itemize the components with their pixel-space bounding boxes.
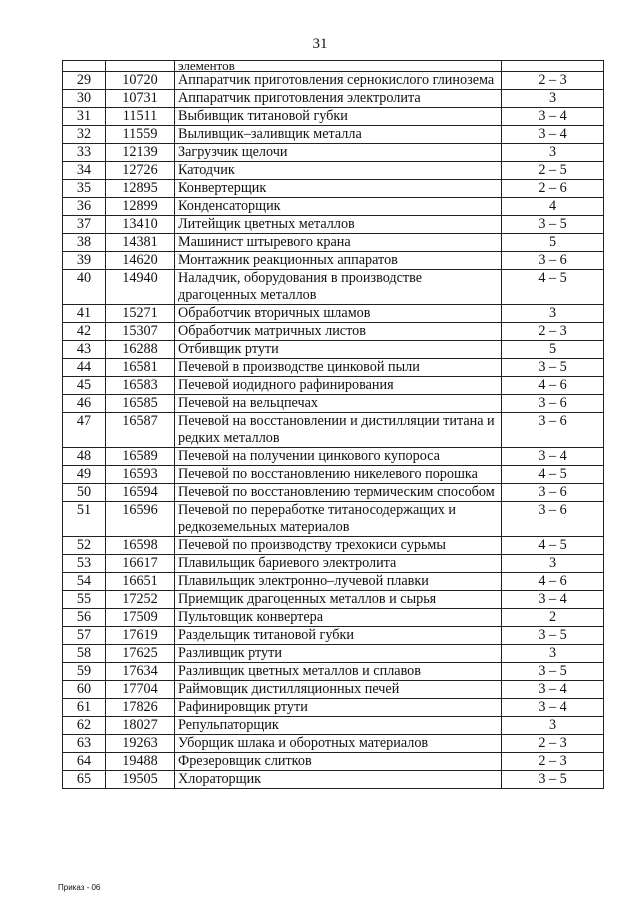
table-row <box>63 627 604 645</box>
code-cell: 12899 <box>106 198 175 216</box>
code-cell: 14620 <box>106 252 175 270</box>
table-row <box>63 645 604 663</box>
grade-cell <box>502 61 604 72</box>
num-cell: 36 <box>63 198 106 216</box>
code-cell: 16589 <box>106 448 175 466</box>
code-cell: 14381 <box>106 234 175 252</box>
num-cell: 35 <box>63 180 106 198</box>
grade-cell: 3 – 6 <box>502 395 604 413</box>
code-cell: 16585 <box>106 395 175 413</box>
num-cell: 62 <box>63 717 106 735</box>
num-cell: 52 <box>63 537 106 555</box>
table-row <box>63 681 604 699</box>
grade-cell: 4 – 5 <box>502 466 604 484</box>
name-cell: Печевой в производстве цинковой пыли <box>175 359 502 377</box>
num-cell: 45 <box>63 377 106 395</box>
num-cell: 65 <box>63 771 106 789</box>
grade-cell: 4 – 5 <box>502 270 604 305</box>
name-cell: Рафинировщик ртути <box>175 699 502 717</box>
name-cell: Печевой на вельцпечах <box>175 395 502 413</box>
table-row <box>63 162 604 180</box>
name-cell: Уборщик шлака и оборотных материалов <box>175 735 502 753</box>
code-cell: 16593 <box>106 466 175 484</box>
table-row <box>63 753 604 771</box>
name-cell: Печевой на восстановлении и дистилляции титана и редких металлов <box>175 413 502 448</box>
table-row <box>63 252 604 270</box>
code-cell: 14940 <box>106 270 175 305</box>
name-cell: Фрезеровщик слитков <box>175 753 502 771</box>
table-row <box>63 270 604 305</box>
num-cell: 55 <box>63 591 106 609</box>
table-body <box>63 61 604 789</box>
table-row <box>63 377 604 395</box>
code-cell <box>106 61 175 72</box>
name-cell: Печевой по восстановлению никелевого порошка <box>175 466 502 484</box>
grade-cell: 3 – 6 <box>502 502 604 537</box>
name-cell: Наладчик, оборудования в производстве драгоценных металлов <box>175 270 502 305</box>
grade-cell: 2 – 3 <box>502 753 604 771</box>
name-cell: Репульпаторщик <box>175 717 502 735</box>
code-cell: 17509 <box>106 609 175 627</box>
code-cell: 16617 <box>106 555 175 573</box>
code-cell: 17619 <box>106 627 175 645</box>
table-row <box>63 735 604 753</box>
grade-cell: 3 – 5 <box>502 663 604 681</box>
code-cell: 16596 <box>106 502 175 537</box>
table-row <box>63 144 604 162</box>
num-cell: 34 <box>63 162 106 180</box>
continuation-text: элементов <box>175 61 502 72</box>
code-cell: 11559 <box>106 126 175 144</box>
grade-cell: 4 <box>502 198 604 216</box>
table-row <box>63 90 604 108</box>
num-cell: 42 <box>63 323 106 341</box>
name-cell: Отбивщик ртути <box>175 341 502 359</box>
num-cell: 50 <box>63 484 106 502</box>
name-cell: Разливщик ртути <box>175 645 502 663</box>
name-cell: Печевой по переработке титаносодержащих и редкоземельных материалов <box>175 502 502 537</box>
name-cell: Раймовщик дистилляционных печей <box>175 681 502 699</box>
name-cell: Разливщик цветных металлов и сплавов <box>175 663 502 681</box>
grade-cell: 4 – 6 <box>502 573 604 591</box>
table-row <box>63 395 604 413</box>
num-cell: 49 <box>63 466 106 484</box>
num-cell: 63 <box>63 735 106 753</box>
grade-cell: 3 – 4 <box>502 681 604 699</box>
grade-cell: 3 – 4 <box>502 699 604 717</box>
grade-cell: 3 – 5 <box>502 359 604 377</box>
grade-cell: 2 – 6 <box>502 180 604 198</box>
grade-cell: 5 <box>502 234 604 252</box>
footer-label: Приказ - 06 <box>58 883 101 892</box>
num-cell: 53 <box>63 555 106 573</box>
name-cell: Литейщик цветных металлов <box>175 216 502 234</box>
grade-cell: 4 – 6 <box>502 377 604 395</box>
table-row <box>63 234 604 252</box>
num-cell: 39 <box>63 252 106 270</box>
page-number: 31 <box>312 36 328 52</box>
grade-cell: 3 – 6 <box>502 252 604 270</box>
code-cell: 15307 <box>106 323 175 341</box>
num-cell: 44 <box>63 359 106 377</box>
code-cell: 19263 <box>106 735 175 753</box>
code-cell: 16583 <box>106 377 175 395</box>
code-cell: 12895 <box>106 180 175 198</box>
name-cell: Аппаратчик приготовления сернокислого глинозема <box>175 72 502 90</box>
table-row <box>63 359 604 377</box>
code-cell: 16288 <box>106 341 175 359</box>
grade-cell: 2 – 3 <box>502 735 604 753</box>
grade-cell: 3 – 4 <box>502 108 604 126</box>
table-row <box>63 484 604 502</box>
grade-cell: 3 – 5 <box>502 627 604 645</box>
name-cell: Плавильщик электронно–лучевой плавки <box>175 573 502 591</box>
professions-table <box>62 60 604 789</box>
code-cell: 13410 <box>106 216 175 234</box>
grade-cell: 3 – 6 <box>502 413 604 448</box>
name-cell: Выливщик–заливщик металла <box>175 126 502 144</box>
name-cell: Печевой на получении цинкового купороса <box>175 448 502 466</box>
name-cell: Раздельщик титановой губки <box>175 627 502 645</box>
code-cell: 17252 <box>106 591 175 609</box>
code-cell: 17634 <box>106 663 175 681</box>
code-cell: 15271 <box>106 305 175 323</box>
table-row <box>63 413 604 448</box>
code-cell: 16581 <box>106 359 175 377</box>
table-row <box>63 502 604 537</box>
table-row <box>63 609 604 627</box>
table-row <box>63 180 604 198</box>
grade-cell: 4 – 5 <box>502 537 604 555</box>
grade-cell: 3 – 4 <box>502 448 604 466</box>
name-cell: Приемщик драгоценных металлов и сырья <box>175 591 502 609</box>
num-cell: 60 <box>63 681 106 699</box>
code-cell: 16598 <box>106 537 175 555</box>
grade-cell: 3 – 4 <box>502 591 604 609</box>
num-cell: 43 <box>63 341 106 359</box>
code-cell: 11511 <box>106 108 175 126</box>
grade-cell: 5 <box>502 341 604 359</box>
grade-cell: 2 <box>502 609 604 627</box>
table-row <box>63 108 604 126</box>
table-row <box>63 198 604 216</box>
table-row <box>63 448 604 466</box>
num-cell: 54 <box>63 573 106 591</box>
grade-cell: 3 <box>502 90 604 108</box>
name-cell: Аппаратчик приготовления электролита <box>175 90 502 108</box>
num-cell: 40 <box>63 270 106 305</box>
num-cell: 59 <box>63 663 106 681</box>
code-cell: 17625 <box>106 645 175 663</box>
table-row <box>63 537 604 555</box>
table-row <box>63 699 604 717</box>
name-cell: Конденсаторщик <box>175 198 502 216</box>
num-cell: 38 <box>63 234 106 252</box>
name-cell: Пультовщик конвертера <box>175 609 502 627</box>
code-cell: 17826 <box>106 699 175 717</box>
grade-cell: 3 <box>502 717 604 735</box>
num-cell: 29 <box>63 72 106 90</box>
name-cell: Хлораторщик <box>175 771 502 789</box>
code-cell: 12139 <box>106 144 175 162</box>
table-row <box>63 771 604 789</box>
grade-cell: 3 – 6 <box>502 484 604 502</box>
name-cell: Катодчик <box>175 162 502 180</box>
code-cell: 12726 <box>106 162 175 180</box>
num-cell: 51 <box>63 502 106 537</box>
num-cell: 31 <box>63 108 106 126</box>
grade-cell: 3 – 4 <box>502 126 604 144</box>
table-row <box>63 717 604 735</box>
grade-cell: 2 – 3 <box>502 323 604 341</box>
num-cell: 33 <box>63 144 106 162</box>
num-cell <box>63 61 106 72</box>
name-cell: Конвертерщик <box>175 180 502 198</box>
table-row <box>63 555 604 573</box>
name-cell: Загрузчик щелочи <box>175 144 502 162</box>
code-cell: 16651 <box>106 573 175 591</box>
code-cell: 10731 <box>106 90 175 108</box>
num-cell: 61 <box>63 699 106 717</box>
table-row <box>63 663 604 681</box>
name-cell: Печевой иодидного рафинирования <box>175 377 502 395</box>
table-row <box>63 341 604 359</box>
num-cell: 56 <box>63 609 106 627</box>
grade-cell: 2 – 5 <box>502 162 604 180</box>
grade-cell: 3 <box>502 144 604 162</box>
name-cell: Выбивщик титановой губки <box>175 108 502 126</box>
code-cell: 19505 <box>106 771 175 789</box>
code-cell: 17704 <box>106 681 175 699</box>
name-cell: Обработчик вторичных шламов <box>175 305 502 323</box>
name-cell: Обработчик матричных листов <box>175 323 502 341</box>
num-cell: 46 <box>63 395 106 413</box>
code-cell: 18027 <box>106 717 175 735</box>
table-row <box>63 72 604 90</box>
grade-cell: 3 <box>502 305 604 323</box>
num-cell: 37 <box>63 216 106 234</box>
grade-cell: 3 – 5 <box>502 216 604 234</box>
num-cell: 48 <box>63 448 106 466</box>
num-cell: 32 <box>63 126 106 144</box>
name-cell: Плавильщик бариевого электролита <box>175 555 502 573</box>
name-cell: Монтажник реакционных аппаратов <box>175 252 502 270</box>
continuation-row <box>63 61 604 72</box>
table-row <box>63 216 604 234</box>
code-cell: 16587 <box>106 413 175 448</box>
num-cell: 64 <box>63 753 106 771</box>
code-cell: 10720 <box>106 72 175 90</box>
num-cell: 57 <box>63 627 106 645</box>
grade-cell: 3 <box>502 645 604 663</box>
name-cell: Печевой по восстановлению термическим способом <box>175 484 502 502</box>
code-cell: 16594 <box>106 484 175 502</box>
grade-cell: 2 – 3 <box>502 72 604 90</box>
num-cell: 30 <box>63 90 106 108</box>
name-cell: Печевой по производству трехокиси сурьмы <box>175 537 502 555</box>
table-row <box>63 591 604 609</box>
num-cell: 41 <box>63 305 106 323</box>
table-row <box>63 126 604 144</box>
grade-cell: 3 – 5 <box>502 771 604 789</box>
num-cell: 58 <box>63 645 106 663</box>
table-row <box>63 305 604 323</box>
name-cell: Машинист штыревого крана <box>175 234 502 252</box>
table-row <box>63 573 604 591</box>
grade-cell: 3 <box>502 555 604 573</box>
num-cell: 47 <box>63 413 106 448</box>
table-row <box>63 466 604 484</box>
table-row <box>63 323 604 341</box>
code-cell: 19488 <box>106 753 175 771</box>
